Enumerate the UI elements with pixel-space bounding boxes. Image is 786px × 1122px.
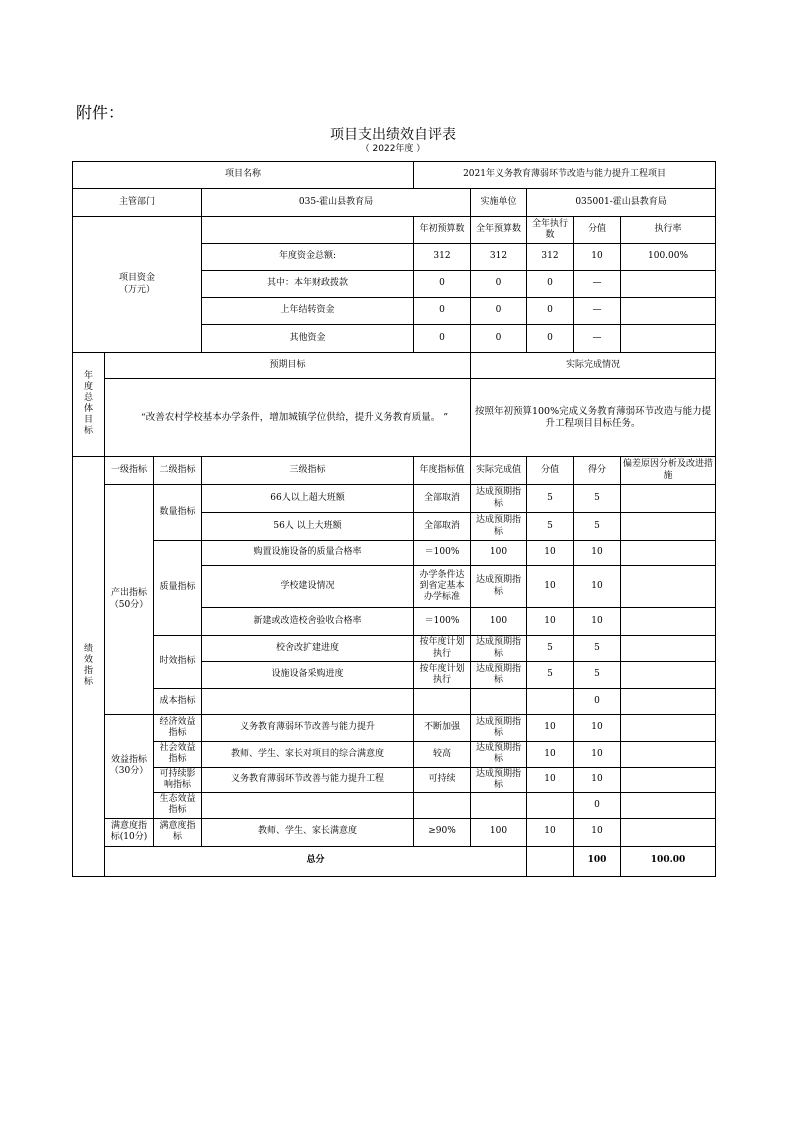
target-cell: ≥90% <box>414 818 471 846</box>
funds-cell: 0 <box>414 271 471 298</box>
l3-cell: 66人以上超大班额 <box>202 485 414 513</box>
reason-cell <box>621 715 716 742</box>
reason-cell <box>621 636 716 662</box>
total-score: 100.00 <box>621 846 716 876</box>
actual-cell: 达成预期指标 <box>471 566 527 608</box>
l2-social: 社会效益指标 <box>154 742 202 768</box>
l3-cell: 校舍改扩建进度 <box>202 636 414 662</box>
table-row <box>73 793 716 819</box>
header-target: 年度指标值 <box>414 457 471 485</box>
reason-cell <box>621 742 716 768</box>
funds-header: 全年预算数 <box>471 217 527 244</box>
funds-cell: 312 <box>471 244 527 271</box>
l3-cell: 教师、学生、家长满意度 <box>202 818 414 846</box>
funds-cell: 0 <box>527 271 574 298</box>
funds-cell: 0 <box>527 325 574 353</box>
funds-cell: 100.00% <box>621 244 716 271</box>
funds-row-label: 其他资金 <box>202 325 414 353</box>
target-cell: 全部取消 <box>414 485 471 513</box>
table-row <box>73 485 716 513</box>
impl-label: 实施单位 <box>471 189 527 217</box>
actual-cell: 达成预期指标 <box>471 485 527 513</box>
l2-sustainable: 可持续影响指标 <box>154 767 202 793</box>
funds-header: 执行率 <box>621 217 716 244</box>
target-cell: 全部取消 <box>414 513 471 541</box>
reason-cell <box>621 793 716 819</box>
goal-actual-header: 实际完成情况 <box>471 353 716 379</box>
score-cell: 5 <box>574 636 621 662</box>
val-cell: 10 <box>527 541 574 566</box>
goal-header-row <box>73 353 716 379</box>
l3-cell: 56人 以上大班额 <box>202 513 414 541</box>
table-row <box>73 818 716 846</box>
val-cell: 10 <box>527 715 574 742</box>
actual-cell: 达成预期指标 <box>471 636 527 662</box>
impl-value: 035001-霍山县教育局 <box>527 189 716 217</box>
page-title: 项目支出绩效自评表 <box>330 127 456 143</box>
goal-body-row <box>73 379 716 457</box>
actual-cell <box>471 793 527 819</box>
table-row <box>73 767 716 793</box>
header-reason: 偏差原因分析及改进措施 <box>621 457 716 485</box>
target-cell <box>414 793 471 819</box>
val-cell: 5 <box>527 662 574 689</box>
score-cell: 10 <box>574 767 621 793</box>
project-name-value: 2021年义务教育薄弱环节改造与能力提升工程项目 <box>414 162 716 189</box>
header-l1: 一级指标 <box>105 457 154 485</box>
val-cell <box>527 793 574 819</box>
target-cell: 可持续 <box>414 767 471 793</box>
l1-benefit: 效益指标 （30分） <box>105 715 154 819</box>
funds-label: 项目资金 （万元） <box>73 217 202 353</box>
funds-header: 分值 <box>574 217 621 244</box>
target-cell: 较高 <box>414 742 471 768</box>
table-row <box>73 541 716 566</box>
funds-cell: 0 <box>527 298 574 325</box>
l3-cell: 义务教育薄弱环节改善与能力提升 <box>202 715 414 742</box>
score-cell: 10 <box>574 742 621 768</box>
total-val: 100 <box>574 846 621 876</box>
score-cell: 10 <box>574 818 621 846</box>
funds-cell <box>621 271 716 298</box>
funds-header: 年初预算数 <box>414 217 471 244</box>
header-l3: 三级指标 <box>202 457 414 485</box>
table-row <box>73 689 716 715</box>
target-cell: 办学条件达到省定基本办学标准 <box>414 566 471 608</box>
header-score: 得分 <box>574 457 621 485</box>
funds-cell: 312 <box>414 244 471 271</box>
attachment-label: 附件： <box>76 103 125 122</box>
target-cell: ＝100% <box>414 541 471 566</box>
funds-header-blank <box>202 217 414 244</box>
l1-output: 产出指标 （50分） <box>105 485 154 715</box>
score-cell: 10 <box>574 566 621 608</box>
performance-table <box>72 161 716 877</box>
l2-economic: 经济效益指标 <box>154 715 202 742</box>
dept-value: 035-霍山县教育局 <box>202 189 471 217</box>
val-cell: 10 <box>527 767 574 793</box>
funds-cell: — <box>574 325 621 353</box>
funds-cell: — <box>574 271 621 298</box>
l2-ecological: 生态效益指标 <box>154 793 202 819</box>
funds-header-row <box>73 217 716 244</box>
dept-label: 主管部门 <box>73 189 202 217</box>
dept-row <box>73 189 716 217</box>
funds-cell: 10 <box>574 244 621 271</box>
val-cell: 10 <box>527 566 574 608</box>
actual-cell: 达成预期指标 <box>471 715 527 742</box>
actual-cell: 达成预期指标 <box>471 513 527 541</box>
reason-cell <box>621 566 716 608</box>
val-cell: 10 <box>527 742 574 768</box>
reason-cell <box>621 689 716 715</box>
target-cell <box>414 689 471 715</box>
l2-quantity: 数量指标 <box>154 485 202 541</box>
total-blank <box>527 846 574 876</box>
funds-row-label: 年度资金总额: <box>202 244 414 271</box>
score-cell: 5 <box>574 662 621 689</box>
reason-cell <box>621 818 716 846</box>
actual-cell: 100 <box>471 818 527 846</box>
l3-cell: 学校建设情况 <box>202 566 414 608</box>
total-label: 总分 <box>105 846 527 876</box>
val-cell: 10 <box>527 818 574 846</box>
target-cell: ＝100% <box>414 608 471 636</box>
header-score-val: 分值 <box>527 457 574 485</box>
l3-cell: 教师、学生、家长对项目的综合满意度 <box>202 742 414 768</box>
funds-cell <box>621 298 716 325</box>
val-cell <box>527 689 574 715</box>
year-subtitle: （ 2022年度 ） <box>360 144 426 154</box>
funds-header: 全年执行数 <box>527 217 574 244</box>
val-cell: 5 <box>527 513 574 541</box>
score-cell: 5 <box>574 513 621 541</box>
goal-expected-header: 预期目标 <box>105 353 471 379</box>
target-cell: 按年度计划执行 <box>414 662 471 689</box>
funds-cell: 0 <box>414 325 471 353</box>
total-row <box>73 846 716 876</box>
reason-cell <box>621 541 716 566</box>
reason-cell <box>621 662 716 689</box>
header-l2: 二级指标 <box>154 457 202 485</box>
funds-cell: — <box>574 298 621 325</box>
l3-cell <box>202 689 414 715</box>
actual-cell: 达成预期指标 <box>471 767 527 793</box>
score-cell: 10 <box>574 715 621 742</box>
indicator-header-row <box>73 457 716 485</box>
l3-cell: 新建或改造校舍验收合格率 <box>202 608 414 636</box>
score-cell: 5 <box>574 485 621 513</box>
goal-actual-text: 按照年初预算100%完成义务教育薄弱环节改造与能力提升工程项目目标任务。 <box>471 379 716 457</box>
funds-cell: 0 <box>471 298 527 325</box>
funds-cell: 312 <box>527 244 574 271</box>
project-name-label: 项目名称 <box>73 162 414 189</box>
actual-cell: 达成预期指标 <box>471 662 527 689</box>
l3-cell: 义务教育薄弱环节改善与能力提升工程 <box>202 767 414 793</box>
l3-cell <box>202 793 414 819</box>
funds-cell: 0 <box>471 325 527 353</box>
l3-cell: 设施设备采购进度 <box>202 662 414 689</box>
project-name-row <box>73 162 716 189</box>
actual-cell: 100 <box>471 541 527 566</box>
goal-side-label: 年度总体目标 <box>73 353 105 457</box>
funds-row-label: 其中：本年财政拨款 <box>202 271 414 298</box>
actual-cell <box>471 689 527 715</box>
score-cell: 0 <box>574 793 621 819</box>
target-cell: 不断加强 <box>414 715 471 742</box>
funds-row-label: 上年结转资金 <box>202 298 414 325</box>
score-cell: 10 <box>574 608 621 636</box>
actual-cell: 100 <box>471 608 527 636</box>
l2-quality: 质量指标 <box>154 541 202 636</box>
table-row <box>73 742 716 768</box>
l3-cell: 购置设施设备的质量合格率 <box>202 541 414 566</box>
table-row <box>73 636 716 662</box>
l2-satisfaction: 满意度指标 <box>154 818 202 846</box>
funds-cell <box>621 325 716 353</box>
funds-cell: 0 <box>471 271 527 298</box>
actual-cell: 达成预期指标 <box>471 742 527 768</box>
val-cell: 10 <box>527 608 574 636</box>
funds-cell: 0 <box>414 298 471 325</box>
target-cell: 按年度计划执行 <box>414 636 471 662</box>
val-cell: 5 <box>527 485 574 513</box>
indicator-side-label: 绩效指标 <box>73 457 105 877</box>
reason-cell <box>621 513 716 541</box>
reason-cell <box>621 485 716 513</box>
l1-satisfaction: 满意度指标(10分) <box>105 818 154 846</box>
val-cell: 5 <box>527 636 574 662</box>
table-row <box>73 715 716 742</box>
header-actual: 实际完成值 <box>471 457 527 485</box>
l2-timeliness: 时效指标 <box>154 636 202 689</box>
l2-cost: 成本指标 <box>154 689 202 715</box>
reason-cell <box>621 608 716 636</box>
goal-expected-text: “改善农村学校基本办学条件，增加城镇学位供给，提升义务教育质量。 ” <box>105 379 471 457</box>
score-cell: 0 <box>574 689 621 715</box>
score-cell: 10 <box>574 541 621 566</box>
reason-cell <box>621 767 716 793</box>
